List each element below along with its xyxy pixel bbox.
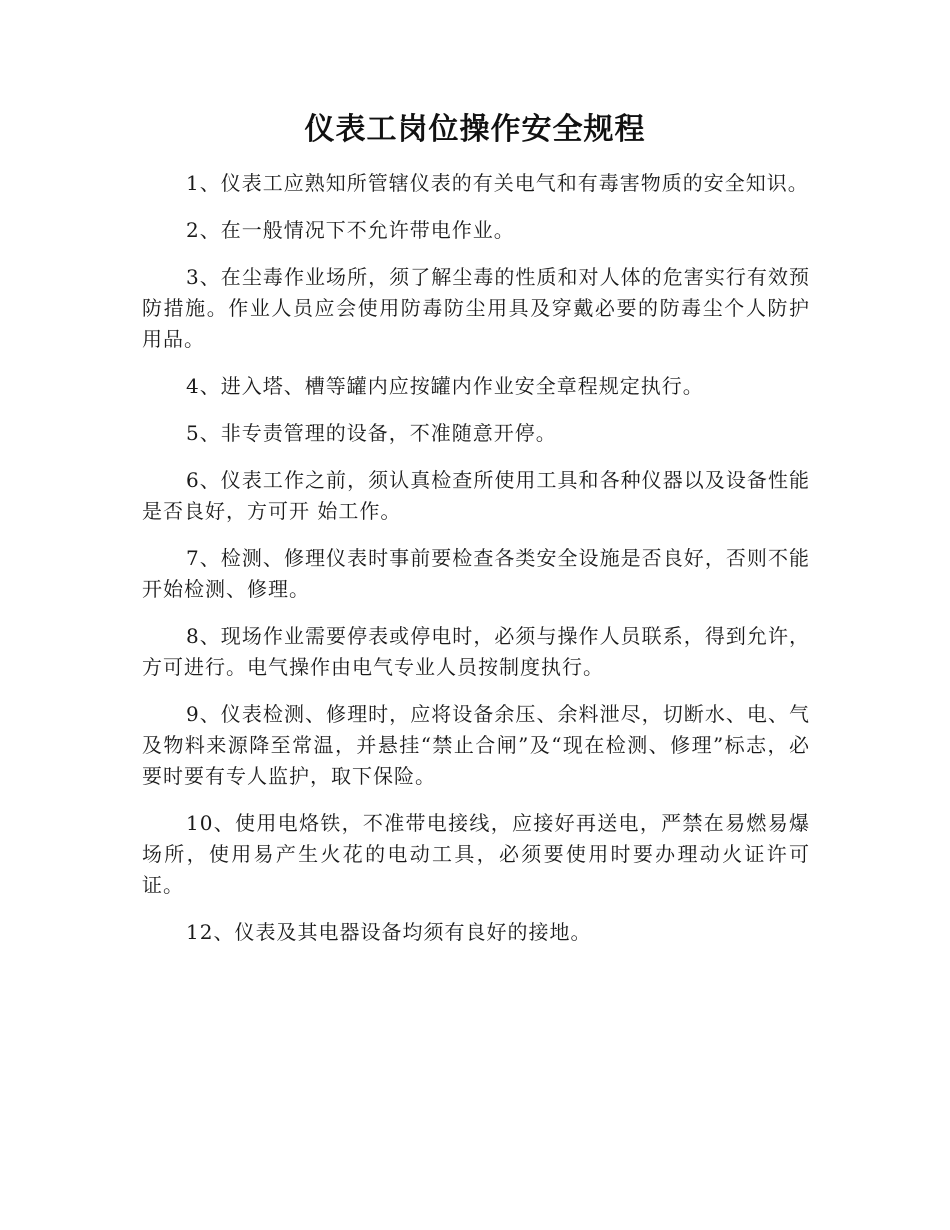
- paragraph-3: 3、在尘毒作业场所，须了解尘毒的性质和对人体的危害实行有效预防措施。作业人员应会使用防毒防尘用具及穿戴必要的防毒尘个人防护用品。: [142, 265, 810, 351]
- paragraph-4: 4、进入塔、槽等罐内应按罐内作业安全章程规定执行。: [186, 374, 704, 398]
- paragraph-9: 9、仪表检测、修理时，应将设备余压、余料泄尽，切断水、电、气及物料来源降至常温，并悬挂“禁止合闸”及“现在检测、修理”标志，必要时要有专人监护，取下保险。: [142, 702, 810, 788]
- paragraph-7: 7、检测、修理仪表时事前要检查各类安全设施是否良好，否则不能开始检测、修理。: [142, 546, 810, 601]
- paragraph-2: 2、在一般情况下不允许带电作业。: [186, 218, 515, 242]
- paragraph-1: 1、仪表工应熟知所管辖仪表的有关电气和有毒害物质的安全知识。: [186, 171, 809, 195]
- paragraph-8: 8、现场作业需要停表或停电时，必须与操作人员联系，得到允许，方可进行。电气操作由电气专业人员按制度执行。: [142, 624, 810, 679]
- paragraph-10: 10、使用电烙铁，不准带电接线，应接好再送电，严禁在易燃易爆场所，使用易产生火花的电动工具，必须要使用时要办理动火证许可证。: [142, 811, 810, 897]
- document-title: 仪表工岗位操作安全规程: [304, 112, 646, 147]
- paragraph-6: 6、仪表工作之前，须认真检查所使用工具和各种仪器以及设备性能是否良好，方可开 始工作。: [142, 468, 810, 523]
- paragraph-12: 12、仪表及其电器设备均须有良好的接地。: [186, 920, 592, 944]
- document-body: [142, 168, 810, 964]
- paragraph-5: 5、非专责管理的设备，不准随意开停。: [186, 421, 557, 445]
